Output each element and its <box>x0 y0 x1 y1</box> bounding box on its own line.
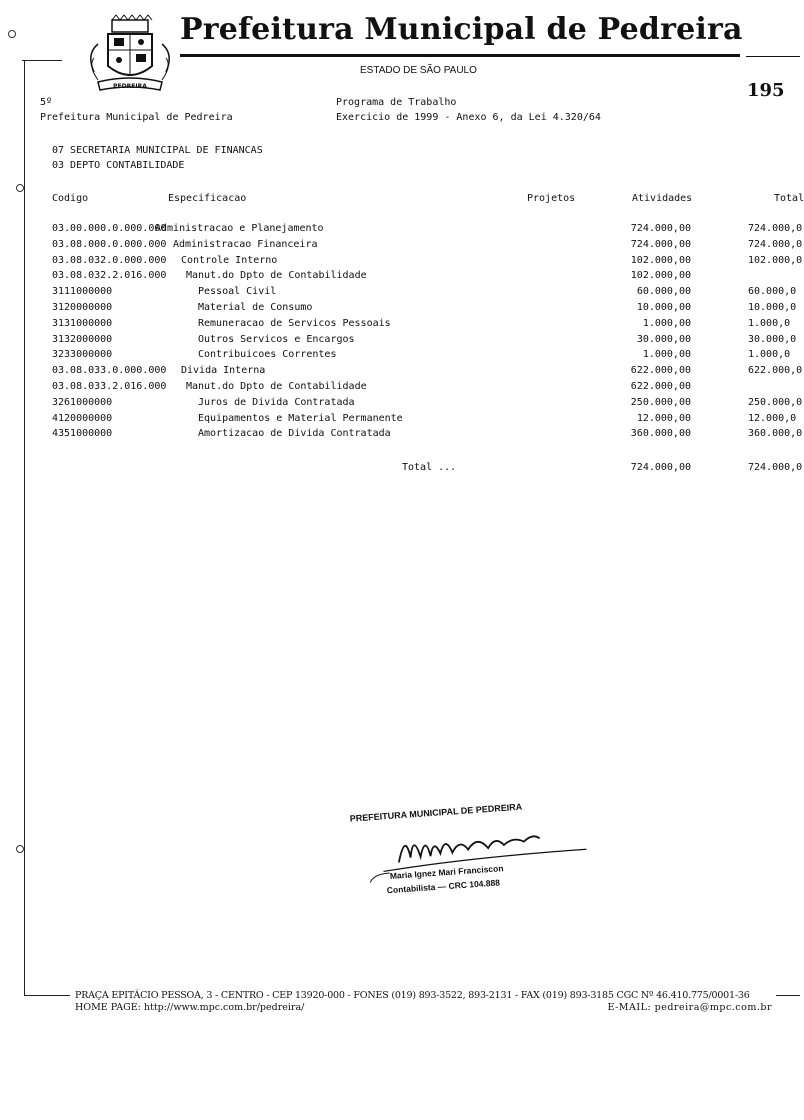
row-total: 622.000,0 <box>748 365 803 377</box>
row-total: 60.000,0 <box>748 286 797 298</box>
row-description: Outros Servicos e Encargos <box>198 333 355 345</box>
row-total: 10.000,0 <box>748 302 797 313</box>
table-row <box>0 254 803 270</box>
row-total: 1.000,0 <box>748 317 791 329</box>
row-description: Juros de Divida Contratada <box>198 396 355 408</box>
row-description: Controle Interno <box>181 254 278 266</box>
signer-name: Maria Ignez Mari Franciscon <box>389 863 504 882</box>
row-code: 03.08.032.2.016.000 <box>52 270 167 282</box>
table-row <box>0 413 800 428</box>
row-code: 3261000000 <box>52 396 113 408</box>
row-atividades: 622.000,00 <box>630 381 691 392</box>
row-total: 360.000,0 <box>748 428 803 440</box>
table-row <box>0 238 803 254</box>
row-atividades: 250.000,00 <box>630 396 691 408</box>
table-row <box>0 286 800 301</box>
row-description: Contribuicoes Correntes <box>198 349 337 361</box>
meta-line2-right: Exercicio de 1999 - Anexo 6, da Lei 4.320/64 <box>336 112 601 123</box>
row-atividades: 60.000,00 <box>636 286 691 298</box>
col-header-atividades: Atividades <box>632 193 693 204</box>
crest-shield-icon <box>84 14 176 100</box>
header-rule <box>180 54 740 57</box>
row-atividades: 10.000,00 <box>636 302 691 313</box>
meta-line2-left: Prefeitura Municipal de Pedreira <box>40 112 233 123</box>
row-description: Pessoal Civil <box>198 286 277 298</box>
table-row <box>0 428 803 443</box>
row-code: 3233000000 <box>52 349 113 361</box>
row-description: Material de Consumo <box>198 302 313 313</box>
row-total: 250.000,0 <box>748 396 803 408</box>
row-atividades: 30.000,00 <box>636 333 691 345</box>
header-rule-right <box>746 56 800 57</box>
table-row <box>0 334 800 349</box>
table-row <box>0 396 803 412</box>
row-total: 30.000,0 <box>748 333 797 345</box>
row-code: 3120000000 <box>52 302 113 313</box>
row-code: 3132000000 <box>52 333 113 345</box>
meta-line1-right: Programa de Trabalho <box>336 97 457 108</box>
punch-hole-mark <box>16 184 24 192</box>
row-code: 3111000000 <box>52 286 113 298</box>
row-total: 1.000,0 <box>748 349 791 361</box>
row-total: 102.000,0 <box>748 254 803 266</box>
footer-homepage: HOME PAGE: http://www.mpc.com.br/pedreira/ <box>75 1002 305 1013</box>
punch-hole-mark <box>8 30 16 38</box>
section-secretaria: 07 SECRETARIA MUNICIPAL DE FINANCAS <box>52 145 263 156</box>
section-depto: 03 DEPTO CONTABILIDADE <box>52 160 185 171</box>
table-row <box>0 318 800 333</box>
table-row <box>0 302 800 317</box>
row-description: Amortizacao de Divida Contratada <box>198 428 391 440</box>
footer-left-rule <box>24 995 70 996</box>
total-label: Total ... <box>402 462 457 473</box>
col-header-projetos: Projetos <box>527 193 576 204</box>
stamp-header: PREFEITURA MUNICIPAL DE PEDREIRA <box>349 801 523 824</box>
left-border-vertical <box>24 60 25 995</box>
row-code: 03.00.000.0.000.000 <box>52 223 167 234</box>
row-code: 4351000000 <box>52 428 113 440</box>
row-code: 4120000000 <box>52 412 113 424</box>
row-code: 3131000000 <box>52 317 113 329</box>
total-total: 724.000,0 <box>748 462 803 473</box>
row-atividades: 724.000,00 <box>630 238 691 250</box>
footer-email: E-MAIL: pedreira@mpc.com.br <box>607 1002 772 1013</box>
svg-text:PEDREIRA: PEDREIRA <box>113 83 147 90</box>
page-title: Prefeitura Municipal de Pedreira <box>180 12 743 47</box>
footer-address: PRAÇA EPITÁCIO PESSOA, 3 - CENTRO - CEP 13920-000 - FONES (019) 893-3522, 893-2131 - FAX (019) 893-3185 CGC Nº 46.410.775/0001-36 <box>75 990 750 1001</box>
footer-right-rule <box>776 995 800 996</box>
row-atividades: 1.000,00 <box>642 349 691 361</box>
row-description: Manut.do Dpto de Contabilidade <box>186 381 367 392</box>
row-code: 03.08.033.2.016.000 <box>52 381 167 392</box>
row-code: 03.08.000.0.000.000 <box>52 238 167 250</box>
col-header-total: Total <box>774 193 804 204</box>
table-row <box>0 270 800 285</box>
punch-hole-mark <box>16 845 24 853</box>
row-atividades: 724.000,00 <box>630 223 691 234</box>
left-border <box>22 60 62 61</box>
official-stamp <box>345 791 601 908</box>
row-total: 724.000,0 <box>748 238 803 250</box>
row-total: 12.000,0 <box>748 412 797 424</box>
signer-role: Contabilista — CRC 104.888 <box>386 877 501 896</box>
municipal-crest <box>84 14 176 100</box>
state-label: ESTADO DE SÃO PAULO <box>360 65 477 76</box>
table-row <box>0 223 803 238</box>
total-atividades: 724.000,00 <box>630 462 691 473</box>
row-total: 724.000,0 <box>748 223 803 234</box>
row-code: 03.08.033.0.000.000 <box>52 365 167 377</box>
row-atividades: 12.000,00 <box>636 412 691 424</box>
row-atividades: 360.000,00 <box>630 428 691 440</box>
col-header-especificacao: Especificacao <box>168 193 247 204</box>
meta-line1-left: 5º <box>40 97 53 108</box>
row-atividades: 102.000,00 <box>630 270 691 282</box>
row-description: Divida Interna <box>181 365 266 377</box>
row-code: 03.08.032.0.000.000 <box>52 254 167 266</box>
row-description: Administracao Financeira <box>173 238 318 250</box>
row-atividades: 1.000,00 <box>642 317 691 329</box>
row-atividades: 102.000,00 <box>630 254 691 266</box>
col-header-codigo: Codigo <box>52 193 89 204</box>
row-description: Administracao e Planejamento <box>155 223 324 234</box>
table-row <box>0 365 803 380</box>
table-row <box>0 381 800 396</box>
row-description: Remuneracao de Servicos Pessoais <box>198 317 391 329</box>
page-number: 195 <box>747 80 785 101</box>
row-description: Manut.do Dpto de Contabilidade <box>186 270 367 282</box>
row-atividades: 622.000,00 <box>630 365 691 377</box>
row-description: Equipamentos e Material Permanente <box>198 412 403 424</box>
table-row <box>0 349 800 364</box>
